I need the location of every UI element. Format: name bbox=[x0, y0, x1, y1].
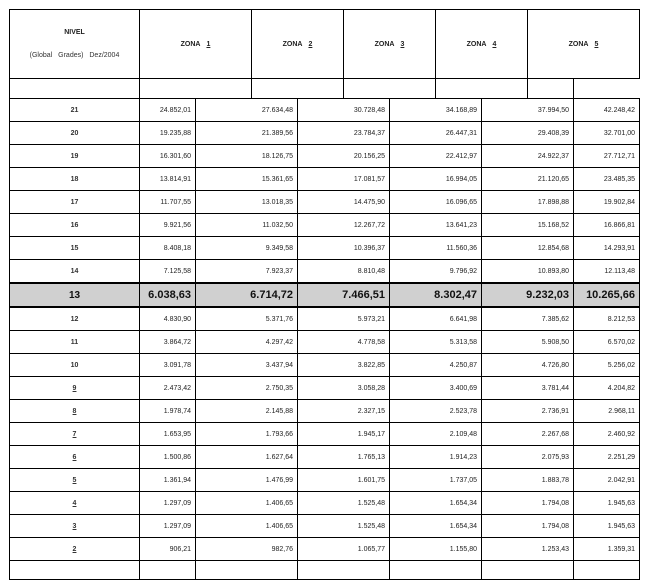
nivel-title: NIVEL bbox=[64, 29, 85, 36]
level-cell: 2 bbox=[10, 538, 140, 561]
value-cell: 1.914,23 bbox=[390, 446, 482, 469]
value-cell: 22.412,97 bbox=[390, 145, 482, 168]
subheader-cell bbox=[140, 79, 252, 99]
value-cell: 10.396,37 bbox=[298, 237, 390, 260]
value-cell: 1.627,64 bbox=[196, 446, 298, 469]
value-cell: 9.921,56 bbox=[140, 214, 196, 237]
nivel-header bbox=[10, 10, 140, 79]
value-cell: 17.898,88 bbox=[482, 191, 574, 214]
value-cell: 6.714,72 bbox=[196, 283, 298, 307]
value-cell: 6.641,98 bbox=[390, 307, 482, 331]
value-cell: 4.297,42 bbox=[196, 331, 298, 354]
table-row bbox=[10, 260, 640, 284]
value-cell: 5.371,76 bbox=[196, 307, 298, 331]
value-cell: 23.784,37 bbox=[298, 122, 390, 145]
value-cell: 2.145,88 bbox=[196, 400, 298, 423]
value-cell: 2.750,35 bbox=[196, 377, 298, 400]
value-cell: 3.400,69 bbox=[390, 377, 482, 400]
blank-cell bbox=[298, 561, 390, 580]
value-cell: 37.994,50 bbox=[482, 99, 574, 122]
table-row bbox=[10, 423, 640, 446]
value-cell: 42.248,42 bbox=[574, 99, 640, 122]
value-cell: 27.712,71 bbox=[574, 145, 640, 168]
value-cell: 16.096,65 bbox=[390, 191, 482, 214]
value-cell: 9.232,03 bbox=[482, 283, 574, 307]
value-cell: 1.883,78 bbox=[482, 469, 574, 492]
value-cell: 1.361,94 bbox=[140, 469, 196, 492]
table-row bbox=[10, 515, 640, 538]
value-cell: 1.406,65 bbox=[196, 515, 298, 538]
level-cell: 11 bbox=[10, 331, 140, 354]
value-cell: 1.297,09 bbox=[140, 492, 196, 515]
value-cell: 1.794,08 bbox=[482, 515, 574, 538]
value-cell: 12.113,48 bbox=[574, 260, 640, 284]
value-cell: 11.032,50 bbox=[196, 214, 298, 237]
level-cell: 21 bbox=[10, 99, 140, 122]
table-row bbox=[10, 168, 640, 191]
value-cell: 15.361,65 bbox=[196, 168, 298, 191]
level-cell: 3 bbox=[10, 515, 140, 538]
value-cell: 6.570,02 bbox=[574, 331, 640, 354]
value-cell: 1.253,43 bbox=[482, 538, 574, 561]
value-cell: 14.293,91 bbox=[574, 237, 640, 260]
value-cell: 1.601,75 bbox=[298, 469, 390, 492]
blank-cell bbox=[482, 561, 574, 580]
value-cell: 29.408,39 bbox=[482, 122, 574, 145]
value-cell: 5.908,50 bbox=[482, 331, 574, 354]
value-cell: 19.235,88 bbox=[140, 122, 196, 145]
table-body bbox=[10, 10, 640, 580]
level-cell: 10 bbox=[10, 354, 140, 377]
value-cell: 1.297,09 bbox=[140, 515, 196, 538]
table-row bbox=[10, 191, 640, 214]
value-cell: 1.654,34 bbox=[390, 515, 482, 538]
value-cell: 1.155,80 bbox=[390, 538, 482, 561]
value-cell: 34.168,89 bbox=[390, 99, 482, 122]
subheader-cell bbox=[252, 79, 344, 99]
value-cell: 14.475,90 bbox=[298, 191, 390, 214]
value-cell: 5.256,02 bbox=[574, 354, 640, 377]
value-cell: 1.794,08 bbox=[482, 492, 574, 515]
blank-cell bbox=[196, 561, 298, 580]
value-cell: 32.701,00 bbox=[574, 122, 640, 145]
zone-header-1: ZONA 1 bbox=[140, 10, 252, 79]
table-row bbox=[10, 237, 640, 260]
value-cell: 27.634,48 bbox=[196, 99, 298, 122]
value-cell: 18.126,75 bbox=[196, 145, 298, 168]
table-row bbox=[10, 446, 640, 469]
value-cell: 19.902,84 bbox=[574, 191, 640, 214]
value-cell: 3.822,85 bbox=[298, 354, 390, 377]
value-cell: 1.065,77 bbox=[298, 538, 390, 561]
table-row bbox=[10, 377, 640, 400]
blank-cell bbox=[574, 561, 640, 580]
table-row bbox=[10, 145, 640, 168]
value-cell: 3.437,94 bbox=[196, 354, 298, 377]
value-cell: 7.466,51 bbox=[298, 283, 390, 307]
value-cell: 4.204,82 bbox=[574, 377, 640, 400]
level-cell: 20 bbox=[10, 122, 140, 145]
level-cell: 18 bbox=[10, 168, 140, 191]
zone-header-4: ZONA 4 bbox=[436, 10, 528, 79]
value-cell: 16.301,60 bbox=[140, 145, 196, 168]
value-cell: 11.560,36 bbox=[390, 237, 482, 260]
value-cell: 10.265,66 bbox=[574, 283, 640, 307]
zone-header-2: ZONA 2 bbox=[252, 10, 344, 79]
value-cell: 24.852,01 bbox=[140, 99, 196, 122]
zone-header-3: ZONA 3 bbox=[344, 10, 436, 79]
value-cell: 2.267,68 bbox=[482, 423, 574, 446]
salary-table-sheet bbox=[9, 9, 639, 553]
value-cell: 982,76 bbox=[196, 538, 298, 561]
value-cell: 7.385,62 bbox=[482, 307, 574, 331]
blank-cell bbox=[140, 561, 196, 580]
level-cell: 4 bbox=[10, 492, 140, 515]
level-cell: 15 bbox=[10, 237, 140, 260]
value-cell: 2.460,92 bbox=[574, 423, 640, 446]
subheader-row bbox=[10, 79, 640, 99]
level-cell: 17 bbox=[10, 191, 140, 214]
value-cell: 4.726,80 bbox=[482, 354, 574, 377]
value-cell: 5.313,58 bbox=[390, 331, 482, 354]
subheader-cell bbox=[10, 79, 140, 99]
blank-cell bbox=[10, 561, 140, 580]
value-cell: 8.408,18 bbox=[140, 237, 196, 260]
value-cell: 5.973,21 bbox=[298, 307, 390, 331]
value-cell: 1.654,34 bbox=[390, 492, 482, 515]
value-cell: 906,21 bbox=[140, 538, 196, 561]
level-cell: 12 bbox=[10, 307, 140, 331]
table-row bbox=[10, 283, 640, 307]
nivel-subtitle: (Global Grades) Dez/2004 bbox=[29, 52, 120, 59]
subheader-cell bbox=[344, 79, 436, 99]
value-cell: 6.038,63 bbox=[140, 283, 196, 307]
table-row bbox=[10, 331, 640, 354]
value-cell: 21.120,65 bbox=[482, 168, 574, 191]
value-cell: 1.359,31 bbox=[574, 538, 640, 561]
level-cell: 6 bbox=[10, 446, 140, 469]
value-cell: 12.267,72 bbox=[298, 214, 390, 237]
value-cell: 13.641,23 bbox=[390, 214, 482, 237]
value-cell: 9.796,92 bbox=[390, 260, 482, 284]
value-cell: 7.923,37 bbox=[196, 260, 298, 284]
level-cell: 5 bbox=[10, 469, 140, 492]
value-cell: 13.814,91 bbox=[140, 168, 196, 191]
value-cell: 1.525,48 bbox=[298, 515, 390, 538]
zone-header-5: ZONA 5 bbox=[528, 10, 640, 79]
value-cell: 2.109,48 bbox=[390, 423, 482, 446]
value-cell: 8.302,47 bbox=[390, 283, 482, 307]
value-cell: 23.485,35 bbox=[574, 168, 640, 191]
value-cell: 30.728,48 bbox=[298, 99, 390, 122]
value-cell: 1.945,63 bbox=[574, 515, 640, 538]
value-cell: 1.476,99 bbox=[196, 469, 298, 492]
value-cell: 26.447,31 bbox=[390, 122, 482, 145]
value-cell: 1.793,66 bbox=[196, 423, 298, 446]
table-row bbox=[10, 307, 640, 331]
level-cell: 19 bbox=[10, 145, 140, 168]
value-cell: 10.893,80 bbox=[482, 260, 574, 284]
table-row bbox=[10, 99, 640, 122]
value-cell: 4.250,87 bbox=[390, 354, 482, 377]
table-row bbox=[10, 469, 640, 492]
level-cell: 14 bbox=[10, 260, 140, 284]
value-cell: 1.765,13 bbox=[298, 446, 390, 469]
subheader-cell bbox=[528, 79, 574, 99]
level-cell: 8 bbox=[10, 400, 140, 423]
value-cell: 1.978,74 bbox=[140, 400, 196, 423]
value-cell: 7.125,58 bbox=[140, 260, 196, 284]
level-cell: 16 bbox=[10, 214, 140, 237]
value-cell: 3.091,78 bbox=[140, 354, 196, 377]
table-row bbox=[10, 354, 640, 377]
value-cell: 8.212,53 bbox=[574, 307, 640, 331]
value-cell: 2.473,42 bbox=[140, 377, 196, 400]
value-cell: 2.327,15 bbox=[298, 400, 390, 423]
value-cell: 1.737,05 bbox=[390, 469, 482, 492]
value-cell: 15.168,52 bbox=[482, 214, 574, 237]
table-row bbox=[10, 538, 640, 561]
value-cell: 16.866,81 bbox=[574, 214, 640, 237]
table-row bbox=[10, 400, 640, 423]
value-cell: 3.781,44 bbox=[482, 377, 574, 400]
value-cell: 12.854,68 bbox=[482, 237, 574, 260]
value-cell: 2.251,29 bbox=[574, 446, 640, 469]
value-cell: 24.922,37 bbox=[482, 145, 574, 168]
value-cell: 1.653,95 bbox=[140, 423, 196, 446]
value-cell: 1.406,65 bbox=[196, 492, 298, 515]
value-cell: 1.500,86 bbox=[140, 446, 196, 469]
level-cell: 9 bbox=[10, 377, 140, 400]
value-cell: 9.349,58 bbox=[196, 237, 298, 260]
value-cell: 2.523,78 bbox=[390, 400, 482, 423]
value-cell: 3.864,72 bbox=[140, 331, 196, 354]
table-row bbox=[10, 214, 640, 237]
value-cell: 21.389,56 bbox=[196, 122, 298, 145]
salary-grade-table bbox=[9, 9, 640, 580]
level-cell: 7 bbox=[10, 423, 140, 446]
value-cell: 3.058,28 bbox=[298, 377, 390, 400]
value-cell: 1.945,63 bbox=[574, 492, 640, 515]
subheader-cell bbox=[436, 79, 528, 99]
value-cell: 1.945,17 bbox=[298, 423, 390, 446]
value-cell: 2.968,11 bbox=[574, 400, 640, 423]
value-cell: 2.075,93 bbox=[482, 446, 574, 469]
blank-cell bbox=[390, 561, 482, 580]
value-cell: 17.081,57 bbox=[298, 168, 390, 191]
value-cell: 4.778,58 bbox=[298, 331, 390, 354]
value-cell: 11.707,55 bbox=[140, 191, 196, 214]
level-cell: 13 bbox=[10, 283, 140, 307]
value-cell: 2.736,91 bbox=[482, 400, 574, 423]
value-cell: 13.018,35 bbox=[196, 191, 298, 214]
value-cell: 20.156,25 bbox=[298, 145, 390, 168]
value-cell: 8.810,48 bbox=[298, 260, 390, 284]
table-row bbox=[10, 122, 640, 145]
value-cell: 2.042,91 bbox=[574, 469, 640, 492]
blank-row bbox=[10, 561, 640, 580]
value-cell: 16.994,05 bbox=[390, 168, 482, 191]
value-cell: 1.525,48 bbox=[298, 492, 390, 515]
header-row bbox=[10, 10, 640, 79]
table-row bbox=[10, 492, 640, 515]
value-cell: 4.830,90 bbox=[140, 307, 196, 331]
